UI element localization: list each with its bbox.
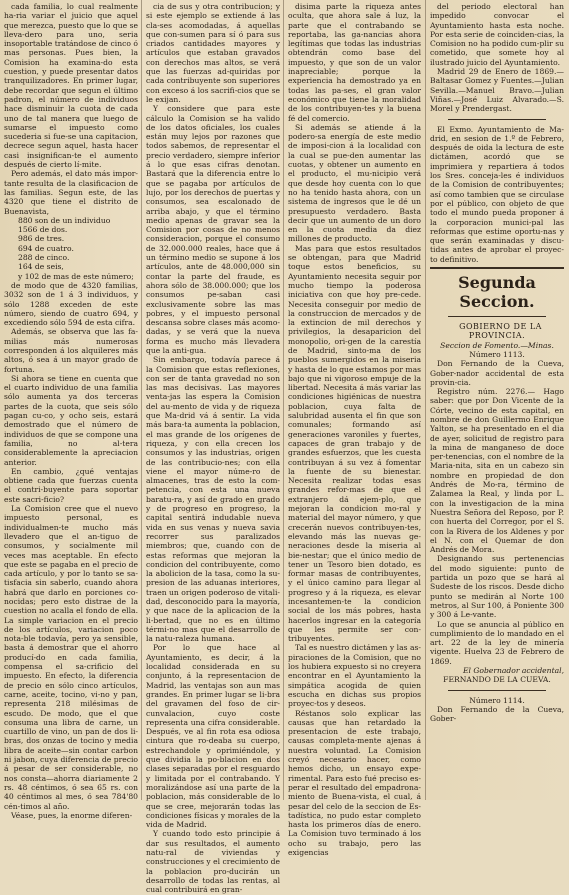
list-item: 880 son de un individuo bbox=[18, 215, 111, 225]
column-rule bbox=[283, 0, 284, 800]
paragraph: Pero además, el dato más impor-tante resulta de la clasificacion de las familias. Segun este, de las 4320 que tiene el distrito de Buenavista, bbox=[4, 169, 138, 216]
paragraph: cada familia, lo cual realmente ha-ria variar el juicio que aquel que merezca, puesto que lo que se lleva-dero para uno, seria insoportable tratándose de cinco ó mas personas. Pues bien, la Comision ha examina-do esta cuestion, y puede presentar datos tranquilizadores. En primer lugar, debe recordar que segun el último padron, el número de individuos hace disminuir la cuota de cada uno de tal manera que luego de sumarse el impuesto como sucederia si fue-se una capitacion, decrece segun aquel, hasta hacer casi insignifican-te el aumento después de cierto lí-mite. bbox=[4, 2, 138, 170]
notice-number: Número 1113. bbox=[469, 349, 525, 359]
column-3 bbox=[288, 2, 422, 858]
column-rule bbox=[425, 0, 426, 800]
paragraph: Véase, pues, la enorme diferen- bbox=[11, 810, 133, 820]
section-title: Segunda Seccion. bbox=[458, 273, 536, 312]
divider bbox=[430, 267, 564, 269]
paragraph: Designando sus pertenencias del modo siguiente: punto de partida un pozo que se hará al Sudeste de los riscos. Desde dicho punto se medirán al Norte 100 metros, al Sur 100, á Poniente 300 y 300 á Le-vante. bbox=[430, 554, 564, 620]
paragraph: Si además se atiende á la podero-sa energía de este medio de imposi-cion á la localidad con la cual se pue-den aumentar las cuotas, y obtener un aumento en el producto, el mu-nicipio verá que desde hoy cuenta con lo que no ha tenido hasta ahora, con un sistema de ingresos que le dé un presupuesto verdadero. Basta decir que un aumento de un doro en la cuota media da diez millones de producto. bbox=[288, 122, 421, 244]
paragraph: cia de sus y otra contribucion; y si este ejemplo se extiende á las cla-ses acomodadas, á aquellas que con-sumen para sí ó para sus criados cantidades mayores y artículos que estaban gravados con derechos mas altos, se verá que las fuerzas ad-quiridas por cada contribuyente son superiores con exceso á los sacrifi-cios que se le exijan. bbox=[146, 2, 280, 104]
paragraph: La Comision cree que el nuevo impuesto personal, es individualmen-te mucho más llevadero que el an-tiguo de consumos, y socialmente mil veces mas aceptable. En efecto que este se pagaba en el precio de cada artículo, y por lo tanto se sa-tisfacia sin saberlo, cuando ahora habrá que darlo en porciones co-nocidas; pero esto distrae de la cuestion no acalla el fondo de ella. La simple variacion en el precio de los artículos, variacion poco nota-ble todavía, pero ya sensible, basta á demostrar que el ahorro producí-do en cada familia, compensa el sa-crificio del impuesto. En efecto, la diferencia de precio en sólo cinco artículos, carne, aceite, tocino, vi-no y pan, representa 218 milésimas de escudo. De modo, que el que consuma una libra de carne, un cuartillo de vino, un pan de dos li-bras, dos onzas de tocino y media libra de aceite—sin contar carbon ni jabon, cuya diferencia de precio á pesar de ser considerable, no nos consta—ahorra diariamente 2 rs. 48 céntimos, ó sea 65 rs. con 40 céntimos al mes, ó sea 784'80 cén-timos al año. bbox=[4, 504, 138, 811]
paragraph: Tal es nuestro dictámen y las as-piraciones de la Comision, que no los hubiera expuesto si no creyera encontrar en el Ayuntamiento la simpática acogida de quien escucha en dichas sus propios proyec-tos y deseos. bbox=[288, 643, 421, 709]
paragraph: Si ahora se tiene en cuenta que el cuarto individuo de una familia sólo aumenta ya dos terceras partes de la cuota, que seis sólo pagan cu-co, y ocho seis, estará demostrado que el número de individuos de que se compone una familia, no al-tera considerablemente la apreciacion anterior. bbox=[4, 373, 138, 467]
list-item: 164 de seis, bbox=[18, 262, 64, 272]
subsection-title: Seccion de Fomento.—Minas. bbox=[440, 340, 554, 350]
paragraph: del periodo electoral han impedido convocar el Ayuntamiento hasta esta noche. Por esta serie de coinciden-cias, la Comision no ha podido cum-plir su cometido, que somete hoy al ilustrado juicio del Ayuntamiento. bbox=[430, 2, 564, 67]
paragraph: En cambio, ¿qué ventajas obtiene cada que fuerzas cuenta el contri-buyente para soportar este sacri-ficio? bbox=[4, 466, 138, 504]
registry-lead: Registro núm. 2276.— bbox=[437, 387, 536, 397]
paragraph: Y considere que para este cálculo la Comision se ha valido de los datos oficiales, los cuales están muy lejos por razones que todos sabemos, de representar el precio verdadero, siempre inferior á lo que esas cifras denotan. Bastará que la diferencia entre lo que se pagaba por artículos de lujo, por los derechos de puertas y consumos, sea escalonado de arriba abajo, y que el término medio apenas de gravar sea la Comision por cosas de no menos consideracion, porque el consumo de 32.000.000 reales, hace que á un término medio se supone á los artículos, ante de 48.000,000 sin contar la parte del fraude, es ahora sólo de 38.000.000; que los consumos pe-saban casi exclusivamente sobre las mas pobres, y el impuesto personal descansa sobre clases más acomo-dadas, y se verá que la nueva forma es mucho más llevadera que la anti-gua. bbox=[146, 104, 280, 355]
divider bbox=[448, 316, 546, 317]
list-item: 1566 de dos. bbox=[18, 225, 68, 235]
paragraph: Además, se observa que las fa-milias más numerosas corresponden á los alquileres más altos, ó sea á un mayor grado de fortuna. bbox=[4, 327, 138, 374]
paragraph: Don Fernando de la Cueva, Gober- bbox=[430, 704, 564, 724]
signature-role: El Gobernador accidental, bbox=[462, 666, 564, 675]
paragraph: disima parte la riqueza antes oculta, que ahora sale á luz, la parte que el contrabando se reportaba, las ga-nancias ahora legítimas que todas las industrias obtendrán como base del impuesto, y que son de un valor inapreciable; porque la experiencia ha demostrado ya en todas las pa-ses, el gran valor económico que tiene la moralidad de los contribuyen-tes y la buena fé del comercio. bbox=[288, 2, 421, 123]
paragraph: Mas para que estos resultados se obtengan, para que Madrid toque estos beneficios, su Ayuntamiento necesita seguir por mucho tiempo la poderosa iniciativa con que hoy pre-cede. Necesita conseguir por medio de la construccion de mercados y de la extincion de mil derechos y privilegios, la desaparicion del monopolio, ori-gen de la carestía de Madrid, sinto-ma de los pueblos sumergidos en la miseria y hasta de lo que estamos por mas bajo que ni vigoroso empuje de la libertad. Necesita á más variar las condiciones higiénicas de nuestra poblacion, cuya falta de salubridad ausenta el fin que son comunales; formando así generaciones varoniles y fuertes, capaces de gran trabajo y de grandes esfuerzos, que les cuesta contribuyan á su vez á fomentar la fuente de su bienestar. Necesita realizar todas esas grandes refor-mas de que el extranjero dá ejem-plo, que mejoran la condicion mo-ral y material del mayor número, y que crecerán nuevos contribuyen-tes, elevando más las nuevas ge-neraciones desde la miseria al bie-nestar; que el único medio de tener un Tesoro bien dotado, es formar masas de contribuyentes, y el único camino para llegar al progreso y á la riqueza, es elevar incesantemen-te la condicion social de los más pobres, hasta hacerlos ingresar en la categoría que les permite ser con-tribuyentes. bbox=[288, 243, 422, 644]
paragraph: Lo que se anuncia al público en cumplimiento de lo mandado en el art. 22 de la ley de minería vigente. Huelva 23 de Febrero de 1869. bbox=[430, 619, 564, 666]
paragraph bbox=[430, 387, 564, 554]
paragraph: Por lo que hace al Ayuntamiento, es decir, á la localidad considerada en su conjunto, á la representacion de Madrid, las ventajas son aun mas grandes. En primer lugar se li-bra del gravamen del foso de cir-cunvalacion, cuyo coste representa una cifra considerable. Después, ve al fin rota esa odiosa cintura que ro-deaba su cuerpo, estrechandole y oprimiéndole, y que dividia la po-blacion en dos clases separadas por el resguardo y limitada por el contrabando. Y moralizándose así una parte de la poblacion, más considerable de lo que se cree, mejorarán todas las condiciones físicas y morales de la vida de Madrid. bbox=[146, 643, 280, 830]
paragraph: de modo que de 4320 familias, 3032 son de 1 á 3 individuos, y sólo 1288 exceden de este número, siendo de cuatro 694, y excediendo sólo 594 de esta cifra. bbox=[4, 280, 138, 328]
column-2 bbox=[146, 2, 280, 895]
list-item: y 102 de mas de este número; bbox=[18, 271, 134, 281]
government-header: GOBIERNO DE LA PROVINCIA. bbox=[459, 322, 542, 341]
paragraph: El Exmo. Ayuntamiento de Ma-drid, en sesion de 1.º de Febrero, después de oida la lectura de este dictámen, acordó que se imprimiera y repartiera á todos los Sres. conceja-les é individuos de la Comision de contribuyentes; así como tambien que se circulase por el público, con objeto de que todo el mundo pueda proponer á la corporacion munici-pal las reformas que estime oportu-nas y que serán examinadas y discu-tidas antes de aprobar el proyec-to definitivo. bbox=[430, 124, 564, 264]
signatories: Madrid 29 de Enero de 1869.— Baltasar Gomez y Fuentes.—Julian Sevilla.—Manuel Bravo.—Julian Viñas.—José Luiz Alvarado.—S. Morel y Prendergast. bbox=[430, 67, 564, 114]
paragraph: Don Fernando de la Cueva, Gober-nador accidental de esta provin-cia. bbox=[430, 359, 564, 387]
family-count-list bbox=[18, 216, 138, 281]
registry-text: Hago saber: que por Don Vicente de la Córte, vecino de esta capital, en nombre de don Guillermo Enrique Yalton, se ha presentado en el dia de ayer, solicitud de registro para la mina de manganeso de doce per-tenencias, con el nombre de la Maria-nita, sita en un cabezo sin nombre en propiedad de don Andrés de Mo-ra, término de Zalamea la Real, y linda por L. con la investigacion de la mina Nuestra Señora del Reposo, por P. con huerta del Corregor, por el S. con la Rivera de los Aldenes y por el N. con el Quemar de don Andrés de Mora. bbox=[430, 387, 564, 555]
paragraph: Réstanos solo explicar las causas que han retardado la presentacion de este trabajo, causas completa-mente ajenas á nuestra voluntad. La Comision creyó necesario hacer, como hemos dicho, un ensayo expe-rimental. Para esto fué preciso es-perar el resultado del empadrona-miento de Buena-vista, el cual, á pesar del celo de la seccion de Es-tadística, no pudo estar completo hasta los primeros días de enero. La Comision tuvo terminado á los ocho su trabajo, pero las exigencias bbox=[288, 708, 421, 858]
list-item: 986 de tres. bbox=[18, 234, 65, 244]
column-4 bbox=[430, 2, 564, 796]
column-rule bbox=[141, 0, 142, 800]
column-1 bbox=[4, 2, 138, 820]
divider bbox=[448, 119, 546, 120]
signature-name: FERNANDO DE LA CUEVA. bbox=[443, 675, 551, 685]
paragraph: Sin embargo, todavía parece á la Comision que estas reflexiones, con ser de tanta gravedad no son las mas decisivas. Las mayores venta-jas las espera la Comision del au-mento de vida y de riqueza que Ma-drid vá á sentir. La vida más bara-ta aumenta la poblacion, el mas grande de los orígenes de riqueza, y con ella crecen los consumos y las industrias, origen de las contribucio-nes; con ella viene el mayor núme-ro de almacenes, tras de esto la com-petencia, con esta una nueva baratu-ra, y así de grado en grado y de progreso en progreso, la capital sentirá indudable nueva vida en sus venas y nueva savia recorrer sus paralizados miembros; que, cuando con de estas reformas que mejoran la condicion del contribuyente, como la abolicion de la tasa, como la su-presion de las aduanas interiores, traen un origen poderoso de vitali-dad, desconocido para la mayoría, y que nace de la aplicacion de la li-bertad, que no es en último térmi-no mas que el desarrollo de la natu-raleza humana. bbox=[146, 355, 280, 644]
paragraph: Y cuando todo esto principie á dar sus resultados, el aumento natu-ral de viviendas y construcciones y el crecimiento de la poblacion pro-ducirán un desarrollo de todas las rentas, al cual contribuirá en gran- bbox=[146, 829, 280, 895]
list-item: 288 de cinco. bbox=[18, 253, 70, 263]
list-item: 694 de cuatro. bbox=[18, 243, 74, 253]
divider bbox=[448, 690, 546, 691]
notice-number: Número 1114. bbox=[469, 695, 525, 705]
